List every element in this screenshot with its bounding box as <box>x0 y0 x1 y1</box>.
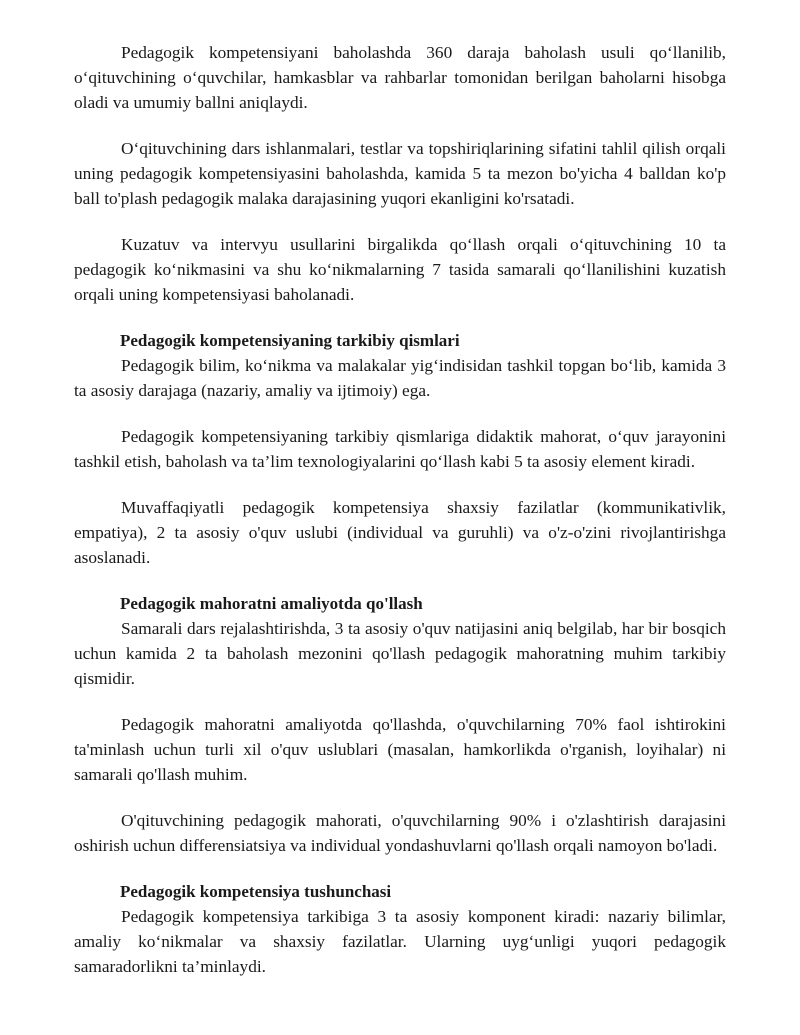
section-heading: Pedagogik kompetensiyaning tarkibiy qismlari <box>120 331 460 350</box>
section-paragraph: Muvaffaqiyatli pedagogik kompetensiya shaxsiy fazilatlar (kommunikativlik, empatiya), 2 ta asosiy o'quv uslubi (individual va guruhli) va o'z-o'zini rivojlantirishga asoslanadi. <box>74 498 726 567</box>
section-heading: Pedagogik kompetensiya tushunchasi <box>120 882 392 901</box>
intro-paragraph-2: O‘qituvchining dars ishlanmalari, testlar va topshiriqlarining sifatini tahlil qilish orqali uning pedagogik kompetensiyasini baholashda, kamida 5 ta mezon bo'yicha 4 balldan ko'p ball to'plash pedagogik malaka darajasining yuqori ekanligini ko'rsatadi. <box>74 139 726 208</box>
section-paragraph: Pedagogik kompetensiyaning tarkibiy qismlariga didaktik mahorat, o‘quv jarayonini tashkil etish, baholash va ta’lim texnologiyalarini qo‘llash kabi 5 ta asosiy element kiradi. <box>74 427 726 471</box>
intro-paragraph-1: Pedagogik kompetensiyani baholashda 360 daraja baholash usuli qo‘llanilib, o‘qituvchining o‘quvchilar, hamkasblar va rahbarlar tomonidan berilgan baholarni hisobga oladi va umumiy ballni aniqlaydi. <box>74 43 726 112</box>
section-paragraph: Pedagogik bilim, ko‘nikma va malakalar yig‘indisidan tashkil topgan bo‘lib, kamida 3 ta asosiy darajaga (nazariy, amaliy va ijtimoiy) ega. <box>74 356 726 400</box>
section-paragraph: O'qituvchining pedagogik mahorati, o'quvchilarning 90% i o'zlashtirish darajasini oshirish uchun differensiatsiya va individual yondashuvlarni qo'llash orqali namoyon bo'ladi. <box>74 811 726 855</box>
section-paragraph: Samarali dars rejalashtirishda, 3 ta asosiy o'quv natijasini aniq belgilab, har bir bosqich uchun kamida 2 ta baholash mezonini qo'llash pedagogik mahoratning muhim tarkibiy qismidir. <box>74 619 726 688</box>
section-amaliyotda-qollash <box>74 591 726 858</box>
section-tushuncha <box>74 879 726 979</box>
section-tarkibiy-qismlar <box>74 328 726 570</box>
section-paragraph: Pedagogik mahoratni amaliyotda qo'llashda, o'quvchilarning 70% faol ishtirokini ta'minlash uchun turli xil o'quv uslublari (masalan, hamkorlikda o'rganish, loyihalar) ni samarali qo'llash muhim. <box>74 715 726 784</box>
section-paragraph: Pedagogik kompetensiya tarkibiga 3 ta asosiy komponent kiradi: nazariy bilimlar, amaliy ko‘nikmalar va shaxsiy fazilatlar. Ularning uyg‘unligi yuqori pedagogik samaradorlikni ta’minlaydi. <box>74 907 726 976</box>
section-heading: Pedagogik mahoratni amaliyotda qo'llash <box>120 594 423 613</box>
document-page <box>74 40 726 1000</box>
intro-paragraph-3: Kuzatuv va intervyu usullarini birgalikda qo‘llash orqali o‘qituvchining 10 ta pedagogik ko‘nikmasini va shu ko‘nikmalarning 7 tasida samarali qo‘llanilishini kuzatish orqali uning kompetensiyasi baholanadi. <box>74 235 726 304</box>
